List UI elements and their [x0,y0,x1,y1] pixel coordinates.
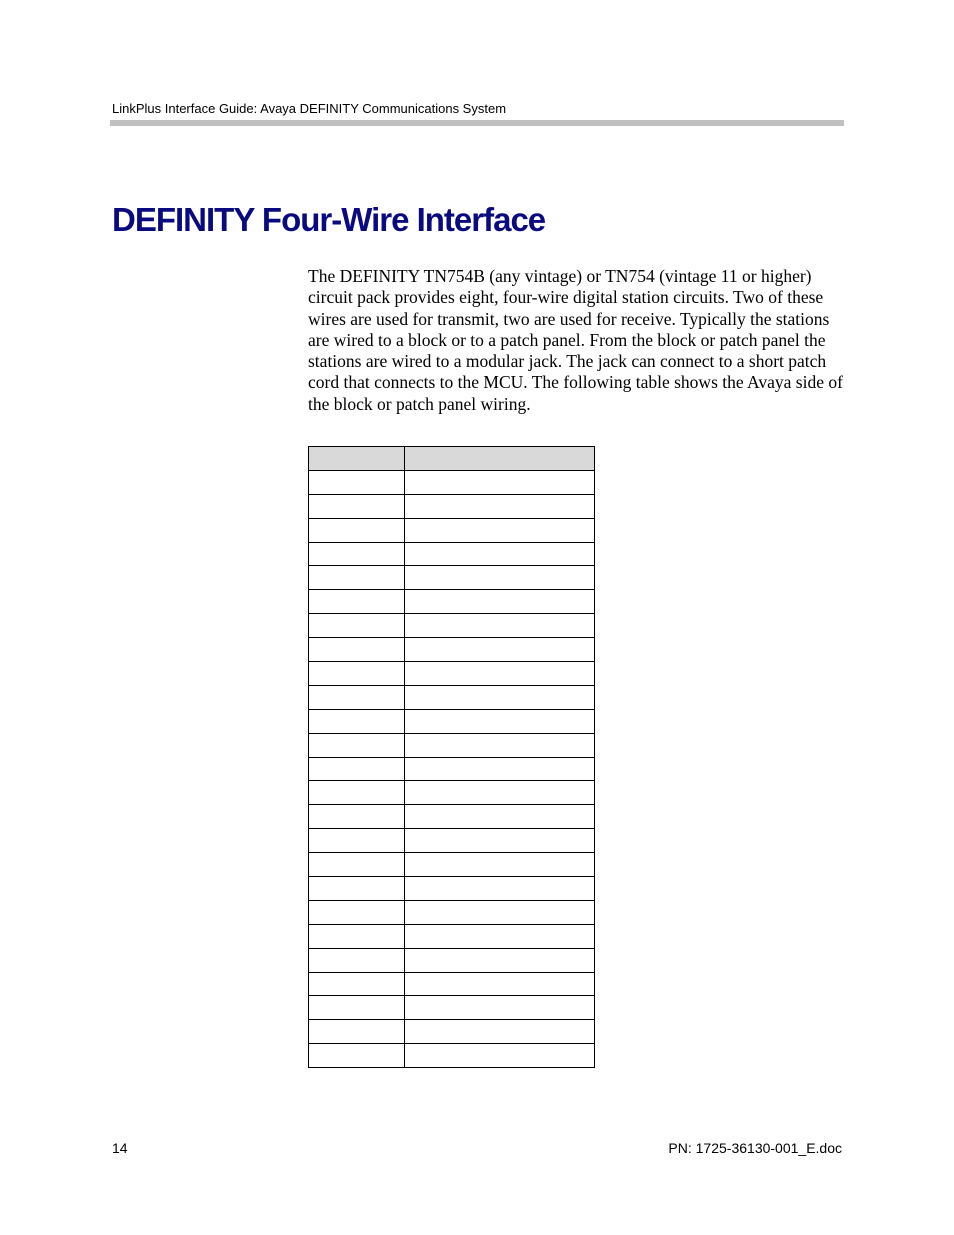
table-cell [309,662,405,686]
table-row [309,1020,595,1044]
table-cell [405,948,595,972]
table-row [309,733,595,757]
table-cell [405,614,595,638]
table-row [309,638,595,662]
table-cell [309,877,405,901]
table-row [309,518,595,542]
table-cell [309,614,405,638]
table-header-cell [405,447,595,471]
table-row [309,685,595,709]
table-cell [405,470,595,494]
table-header-cell [309,447,405,471]
table-cell [405,877,595,901]
table-cell [309,805,405,829]
table-cell [405,638,595,662]
wiring-table [308,446,595,1068]
table-row [309,948,595,972]
table-cell [405,757,595,781]
table-row [309,1044,595,1068]
table-cell [405,781,595,805]
table-cell [309,518,405,542]
table-row [309,877,595,901]
table-row [309,566,595,590]
table-row [309,494,595,518]
running-header: LinkPlus Interface Guide: Avaya DEFINITY Communications System [112,101,507,116]
table-cell [405,924,595,948]
table-row [309,757,595,781]
table-cell [405,590,595,614]
page-title: DEFINITY Four-Wire Interface [112,201,546,238]
table-cell [405,829,595,853]
table-cell [405,709,595,733]
table-cell [309,924,405,948]
table-cell [309,996,405,1020]
table-row [309,662,595,686]
table-row [309,900,595,924]
table-cell [309,1020,405,1044]
table-cell [309,757,405,781]
table-cell [405,542,595,566]
table-cell [309,638,405,662]
table-cell [309,542,405,566]
table-cell [405,566,595,590]
table-cell [309,781,405,805]
table-row [309,614,595,638]
table-cell [405,518,595,542]
doc-number: PN: 1725-36130-001_E.doc [668,1140,842,1156]
table-cell [309,1044,405,1068]
table-row [309,924,595,948]
table-cell [405,853,595,877]
table-cell [309,853,405,877]
table-cell [309,900,405,924]
table-cell [309,494,405,518]
table-row [309,590,595,614]
table-cell [405,685,595,709]
table-cell [405,900,595,924]
table-cell [405,733,595,757]
table-cell [309,829,405,853]
table-cell [405,996,595,1020]
table-row [309,805,595,829]
table-row [309,781,595,805]
table-header-row [309,447,595,471]
table-row [309,996,595,1020]
table-cell [405,662,595,686]
table-cell [309,590,405,614]
table-cell [309,566,405,590]
intro-paragraph: The DEFINITY TN754B (any vintage) or TN754 (vintage 11 or higher) circuit pack provides eight, four-wire digital station circuits. Two of these wires are used for transmit, two are used for receive. Typically the stations are wired to a block or to a patch panel. From the block or patch panel the stations are wired to a modular jack. The jack can connect to a short patch cord that connects to the MCU. The following table shows the Avaya side of the block or patch panel wiring. [308,266,843,414]
page-number: 14 [112,1140,128,1156]
table-cell [405,1020,595,1044]
table-cell [405,972,595,996]
table-row [309,829,595,853]
table-cell [405,805,595,829]
table-cell [309,709,405,733]
table-cell [309,733,405,757]
table-cell [405,494,595,518]
table-cell [309,685,405,709]
table-cell [309,948,405,972]
table-row [309,470,595,494]
table-row [309,542,595,566]
header-rule [110,120,844,126]
table-row [309,709,595,733]
table-row [309,853,595,877]
wiring-table-body [309,447,595,1068]
table-row [309,972,595,996]
table-cell [405,1044,595,1068]
table-cell [309,972,405,996]
table-cell [309,470,405,494]
